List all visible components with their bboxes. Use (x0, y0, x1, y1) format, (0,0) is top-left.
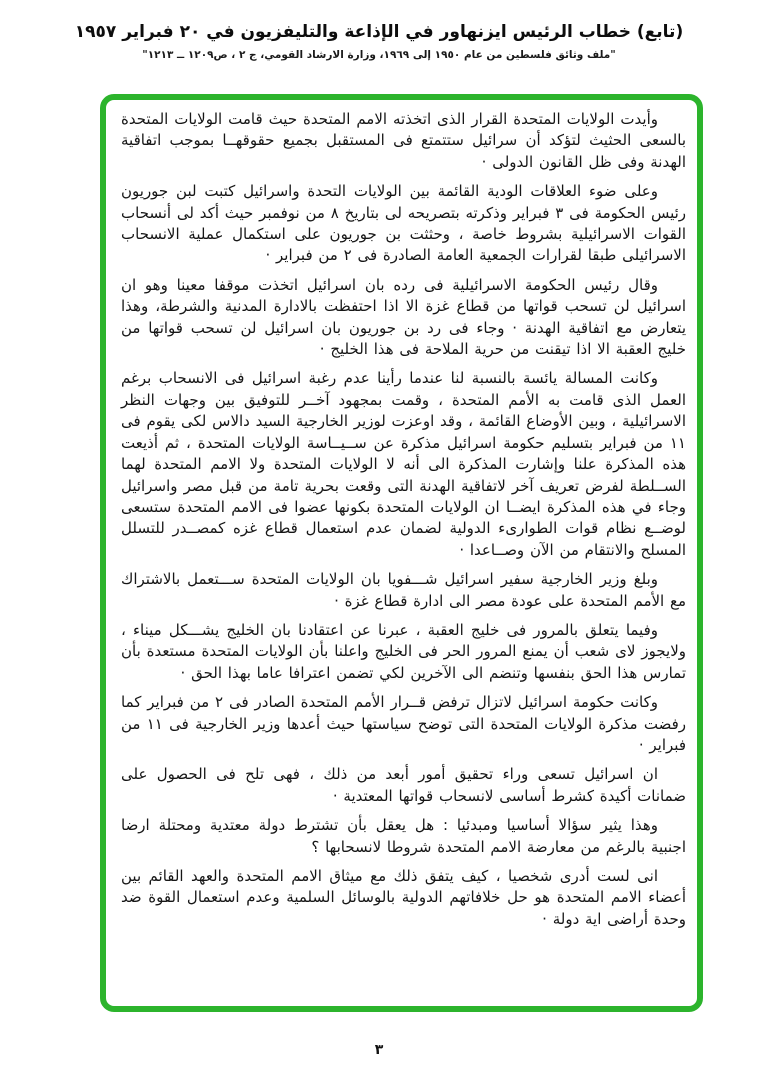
body-paragraph: وعلى ضوء العلاقات الودية القائمة بين الولايات التحدة واسرائيل كتبت لبن جوريون رئيس الحكومة فى ٣ فبراير وذكرته بتصريحه لى بتاريخ ٨ من نوفمبر حيث أكد لى أنسحاب القوات الاسرائيلية بشروط خاصة ، وحثثت بن جوريون على استكمال عملية الانسحاب الاسرائيلى طبقا لقرارات الجمعية العامة الصادرة فى ٢ من فبراير · (121, 182, 687, 265)
body-paragraph: انى لست أدرى شخصيا ، كيف يتفق ذلك مع ميثاق الامم المتحدة والعهد القائم بين أعضاء الامم المتحدة هو حل خلافاتهم الدولية بالوسائل السلمية وعدم استعمال القوة ضد وحدة أراضى اية دولة · (121, 867, 686, 928)
body-paragraph: وبلغ وزير الخارجية سفير اسرائيل شـــفويا بان الولايات المتحدة ســـتعمل بالاشتراك مع الأمم المتحدة على عودة مصر الى ادارة قطاع غزة · (121, 570, 686, 610)
highlighted-text-block (100, 94, 703, 1012)
body-paragraph: ان اسرائيل تسعى وراء تحقيق أمور أبعد من ذلك ، فهى تلح فى الحصول على ضمانات أكيدة كشرط أساسى لانسحاب قواتها المعتدية · (121, 765, 686, 805)
body-paragraph: وقال رئيس الحكومة الاسرائيلية فى رده بان اسرائيل اتخذت موقفا معينا وهو ان اسرائيل لن تسحب قواتها من قطاع غزة الا اذا احتفظت بالادارة المدنية والشرطة، وهذا يتعارض مع اتفاقية الهدنة · وجاء فى رد بن جوريون بان اسرائيل لن تسحب قواتها من خليج العقبة الا اذا تيقنت من حرية الملاحة فى هذا الخليج · (121, 275, 686, 359)
body-paragraph: وكانت المسالة يائسة بالنسبة لنا عندما رأينا عدم رغبة اسرائيل فى الانسحاب برغم العمل الذى قامت به الأمم المتحدة ، وقمت بمجهود آخــر للتوفيق بين وجهات النظر الاسرائيلية ، وبين الأوضاع القائمة ، وقد اوعزت لوزير الخارجية السيد دالاس لكى يقوم فى ١١ من فبراير بتسليم حكومة اسرائيل مذكرة عن ســيــاسة الولايات المتحدة ، ثم أذيعت هذه المذكرة علنا وإشارت المذكرة الى أنه لا الولايات المتحدة ولا الامم المتحدة لهما الســلطة لفرض تعريف آخر لاتفاقية الهدنة التى وقعت بحرية تامة من قبل مصر واسرائيل وجاء في هذه المذكرة ايضــا ان الولايات المتحدة بكونها عضوا فى الامم المتحدة ستسعى لوضــع نظام قوات الطوارىء الدولية لضمان عدم استعمال قطاع غزه كمصــدر للتسلل المسلح والانتقام من الآن وصــاعدا · (121, 369, 686, 559)
page-number: ٣ (374, 1042, 384, 1058)
body-paragraph: وهذا يثير سؤالا أساسيا ومبدئيا : هل يعقل بأن تشترط دولة معتدية ومحتلة ارضا اجنبية بالرغم من معارضة الامم المتحدة شروطا لانسحابها ؟ (121, 816, 686, 856)
document-title: (تابع) خطاب الرئيس ايزنهاور في الإذاعة والتليفزيون في ٢٠ فبراير ١٩٥٧ (74, 22, 684, 42)
body-paragraph: وكانت حكومة اسرائيل لاتزال ترفض قــرار الأمم المتحدة الصادر فى ٢ من فبراير كما رفضت مذكرة الولايات المتحدة التى توضح سياستها حيث أعدها وزير الخارجية فى ١١ من فبراير · (121, 693, 686, 754)
document-source-citation: "ملف وثائق فلسطين من عام ١٩٥٠ إلى ١٩٦٩، وزارة الارشاد القومي، ج ٢ ، ص١٢٠٩ ــ ١٢١٣" (142, 49, 616, 61)
document-header (0, 22, 758, 61)
body-paragraph: وأيدت الولايات المتحدة القرار الذى اتخذته الامم المتحدة حيث قامت الولايات المتحدة بالسعى الحثيث لتؤكد أن سرائيل ستتمتع فى المستقبل بجميع حقوقهــا بموجب اتفاقية الهدنة وفى ظل القانون الدولى · (121, 110, 686, 171)
body-paragraph: وفيما يتعلق بالمرور فى خليج العقبة ، عبرنا عن اعتقادنا بان الخليج يشـــكل ميناء ، ولايجوز لاى شعب أن يمنع المرور الحر فى الخليج واعلنا بأن الولايات المتحدة مستعدة بأن تمارس هذا الحق بنفسها وتنضم الى الآخرين لكي تضمن اعترافا عاما بهذا الحق · (121, 620, 686, 682)
